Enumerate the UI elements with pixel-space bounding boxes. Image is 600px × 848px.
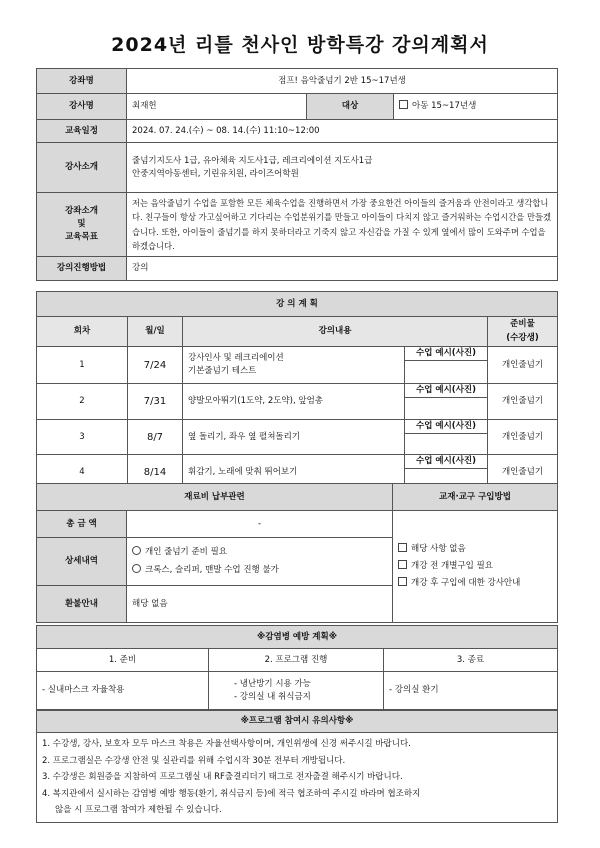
- photo-label: 수업 예시(사진): [405, 384, 488, 398]
- goal-label: [37, 193, 127, 257]
- total-value: -: [127, 511, 393, 538]
- intro-value: [127, 143, 558, 193]
- content-cell: 옆 돌리기, 좌우 옆 펼쳐돌리기: [183, 420, 405, 455]
- schedule-label: 교육일정: [37, 120, 127, 143]
- infection-table: [36, 625, 558, 710]
- col-round: 회차: [37, 317, 128, 347]
- note-item: 3. 수강생은 회원증을 지참하여 프로그램실 내 RF출결리더기 태그로 전자출결 해주시기 바랍니다.: [42, 772, 403, 783]
- document-title: 2024년 리틀 천사인 방학특강 강의계획서: [111, 34, 489, 56]
- schedule-value: 2024. 07. 24.(수) ~ 08. 14.(수) 11:10~12:00: [127, 120, 558, 143]
- infection-progress-value: [209, 672, 384, 710]
- purchase-option: 해당 사항 없음: [398, 541, 552, 558]
- infection-col-end: 3. 종료: [384, 649, 558, 672]
- photo-slot: [405, 361, 488, 384]
- goal-text: 저는 음악줄넘기 수업을 포함한 모든 체육수업을 진행하면서 가장 중요한건 아이들의 즐거움과 안전이라고 생각합니다. 친구들이 항상 가고싶어하고 기다리는 수업분위기를 만들고 아이들이 다치지 않고 즐거워하는 수업시간을 만들겠습니다. 또한, 아이들이 줄넘기를 하지 못하더라고 기죽지 않고 자신감을 가질 수 있게 옆에서 많이 도와주며 수업을 하겠습니다.: [127, 193, 558, 257]
- intro-line: 안중지역아동센터, 기린유치원, 라이즈어학원: [132, 168, 299, 179]
- photo-slot: [405, 434, 488, 455]
- infection-progress-line: - 강의실 내 취식금지: [234, 691, 311, 702]
- infection-col-progress: 2. 프로그램 진행: [209, 649, 384, 672]
- content-cell: 양발모아뛰기(1도약, 2도약), 앞엄총: [183, 384, 405, 420]
- detail-item: 크록스, 슬리퍼, 맨발 수업 진행 불가: [132, 562, 387, 580]
- instructor-value: 최재헌: [127, 94, 307, 120]
- note-item-continued: 않을 시 프로그램 참여가 제한될 수 있습니다.: [55, 805, 222, 816]
- goal-label-line: 강좌소개: [65, 206, 98, 217]
- note-item: 2. 프로그램실은 수강생 안전 및 실관리를 위해 수업시작 30분 전부터 개방됩니다.: [42, 755, 346, 766]
- col-content: 강의내용: [183, 317, 488, 347]
- photo-label: 수업 예시(사진): [405, 455, 488, 469]
- prep-cell: 개인줄넘기: [488, 347, 558, 384]
- goal-label-line: 및: [77, 219, 86, 230]
- materials-table: [36, 483, 558, 623]
- content-cell: [183, 347, 405, 384]
- notes-table: [36, 710, 558, 823]
- col-prep: [488, 317, 558, 347]
- target-checkbox: 아동 15~17년생: [399, 101, 476, 111]
- detail-item: 개인 줄넘기 준비 필요: [132, 544, 387, 562]
- goal-label-line: 교육목표: [65, 231, 98, 242]
- target-value: [394, 94, 558, 120]
- detail-label: 상세내역: [37, 538, 127, 586]
- infection-prepare-value: - 실내마스크 자율착용: [37, 672, 209, 710]
- date-cell: 8/14: [128, 455, 183, 491]
- instructor-label: 강사명: [37, 94, 127, 120]
- photo-slot: [405, 398, 488, 420]
- col-date: 월/일: [128, 317, 183, 347]
- info-table: [36, 68, 558, 281]
- target-label: 대상: [307, 94, 394, 120]
- course-label: 강좌명: [37, 69, 127, 94]
- photo-label: 수업 예시(사진): [405, 347, 488, 361]
- prep-cell: 개인줄넘기: [488, 384, 558, 420]
- detail-list: [127, 538, 393, 586]
- plan-table: [36, 291, 558, 491]
- plan-title: 강 의 계 획: [37, 292, 558, 317]
- notes-title: ※프로그램 참여시 유의사항※: [37, 711, 558, 733]
- purchase-options: [393, 511, 558, 623]
- content-cell: 휘감기, 노래에 맞춰 뛰어보기: [183, 455, 405, 491]
- round-cell: 1: [37, 347, 128, 384]
- purchase-option: 개강 후 구입에 대한 강사안내: [398, 575, 552, 592]
- date-cell: 8/7: [128, 420, 183, 455]
- infection-progress-line: - 냉난방기 시용 가능: [234, 678, 311, 689]
- course-value: 점프! 음악줄넘기 2반 15~17년생: [127, 69, 558, 94]
- content-line: 기본줄넘기 테스트: [188, 366, 257, 376]
- prep-cell: 개인줄넘기: [488, 420, 558, 455]
- note-item: 1. 수강생, 강사, 보호자 모두 마스크 착용은 자율선택사항이며, 개인위생에 신경 써주시길 바랍니다.: [42, 739, 411, 750]
- note-item: 4. 복지관에서 실시하는 감염병 예방 행동(환기, 취식금지 등)에 적극 협조하여 주시길 바라며 협조하지: [42, 788, 421, 799]
- refund-label: 환불안내: [37, 586, 127, 623]
- infection-end-value: - 강의실 환기: [384, 672, 558, 710]
- refund-value: 해당 없음: [127, 586, 393, 623]
- round-cell: 3: [37, 420, 128, 455]
- intro-label: 강사소개: [37, 143, 127, 193]
- fee-title: 재료비 납부관련: [37, 484, 393, 511]
- purchase-title: 교재·교구 구입방법: [393, 484, 558, 511]
- col-prep-line: (수강생): [506, 332, 539, 343]
- prep-cell: 개인줄넘기: [488, 455, 558, 491]
- notes-list: [37, 733, 558, 823]
- round-cell: 4: [37, 455, 128, 491]
- method-value: 강의: [127, 257, 558, 281]
- date-cell: 7/31: [128, 384, 183, 420]
- content-line: 강사인사 및 레크리에이션: [188, 353, 284, 364]
- infection-col-prepare: 1. 준비: [37, 649, 209, 672]
- infection-title: ※감염병 예방 계획※: [37, 626, 558, 649]
- photo-label: 수업 예시(사진): [405, 420, 488, 434]
- round-cell: 2: [37, 384, 128, 420]
- intro-line: 줄넘기지도사 1급, 유아체육 지도사1급, 레크리에이션 지도사1급: [132, 155, 373, 166]
- method-label: 강의진행방법: [37, 257, 127, 281]
- col-prep-line: 준비물: [510, 318, 535, 329]
- total-label: 총 금 액: [37, 511, 127, 538]
- date-cell: 7/24: [128, 347, 183, 384]
- purchase-option: 개강 전 개별구입 필요: [398, 558, 552, 575]
